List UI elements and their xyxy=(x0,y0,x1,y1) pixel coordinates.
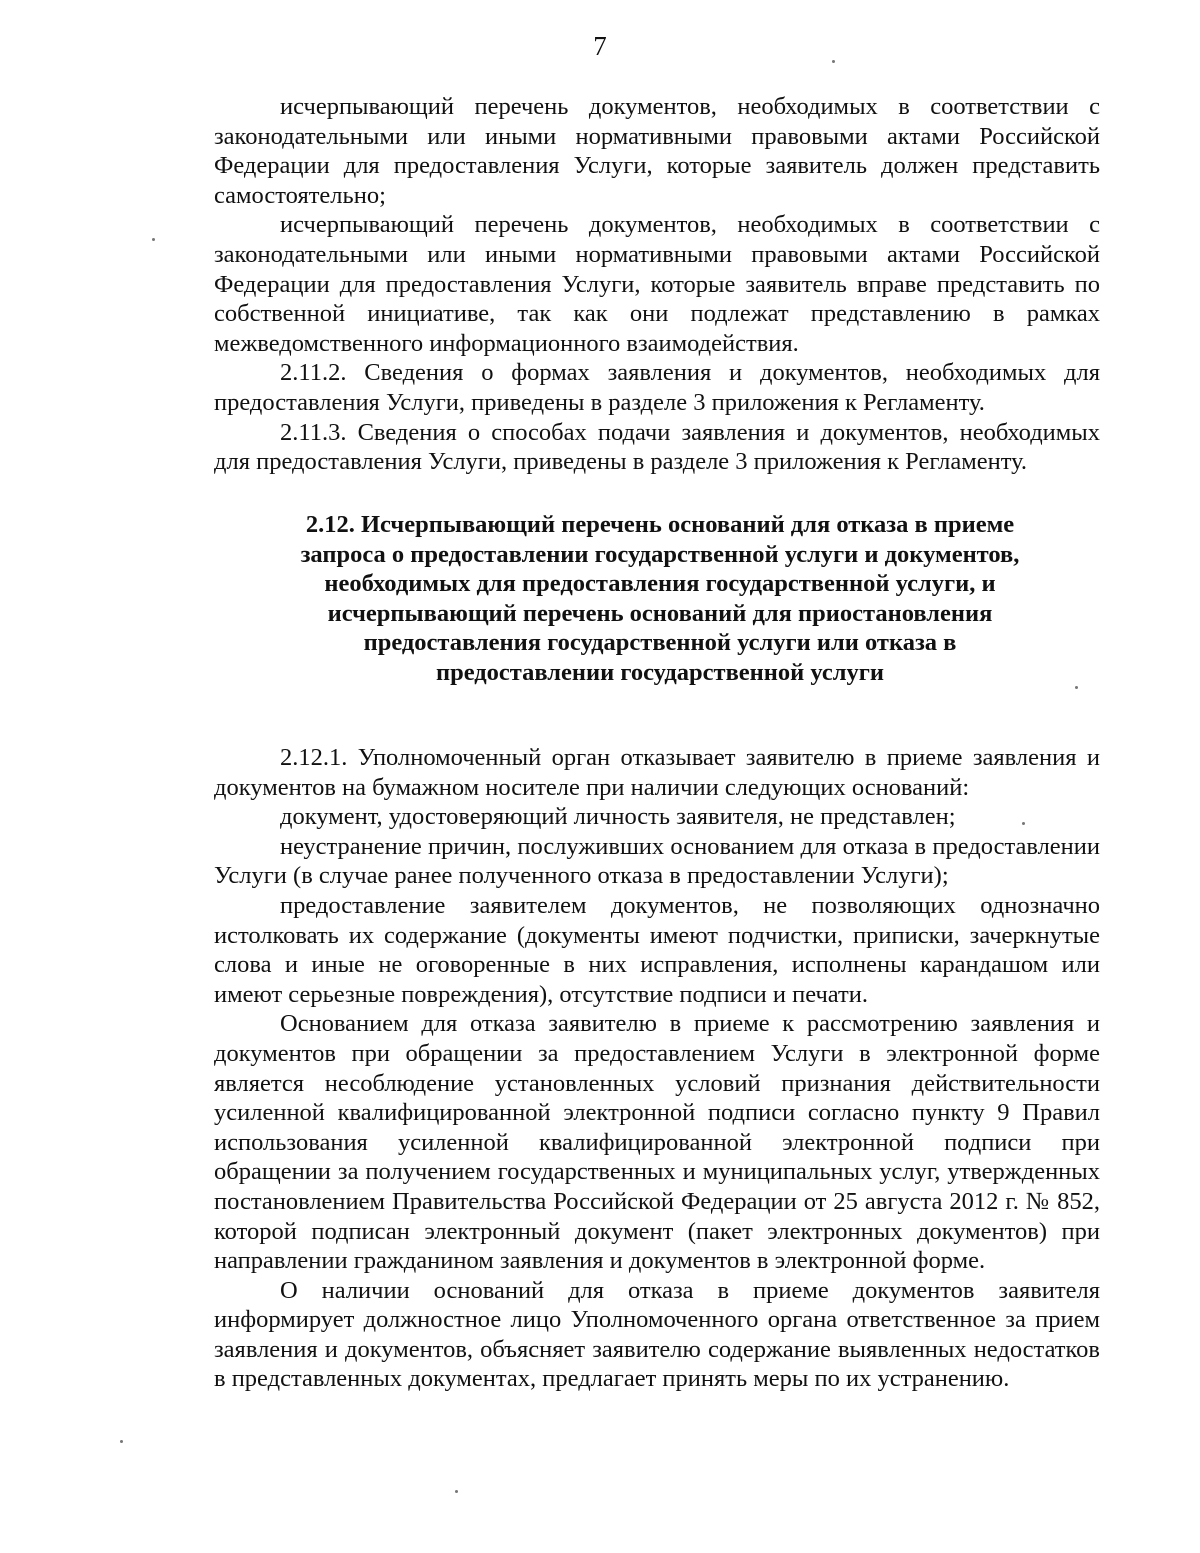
scan-speck xyxy=(832,60,835,63)
scan-speck xyxy=(1075,686,1078,689)
paragraph: исчерпывающий перечень документов, необходимых в соответствии с законодательными или иными нормативными правовыми актами Российской Федерации для предоставления Услуги, которые заявитель вправе представить по собственной инициативе, так как они подлежат представлению в рамках межведомственного информационного взаимодействия. xyxy=(214,211,1100,357)
section-heading: 2.12. Исчерпывающий перечень оснований для отказа в приеме запроса о предоставлении государственной услуги и документов, необходимых для предоставления государственной услуги, и исчерпывающий перечень оснований для приостановления предоставления государственной услуги или отказа в предоставлении государственной услуги xyxy=(300,511,1020,686)
paragraph: предоставление заявителем документов, не позволяющих однозначно истолковать их содержание (документы имеют подчистки, приписки, зачеркнутые слова и иные не оговоренные в них исправления, исполнены карандашом или имеют серьезные повреждения), отсутствие подписи и печати. xyxy=(214,891,1100,1008)
paragraph: неустранение причин, послуживших основанием для отказа в предоставлении Услуги (в случае ранее полученного отказа в предоставлении Услуги); xyxy=(214,832,1100,890)
page-number: 7 xyxy=(593,31,607,61)
scan-speck xyxy=(455,1490,458,1493)
paragraph: 2.11.3. Сведения о способах подачи заявления и документов, необходимых для предоставления Услуги, приведены в разделе 3 приложения к Регламенту. xyxy=(214,418,1100,476)
paragraph: О наличии оснований для отказа в приеме документов заявителя информирует должностное лицо Уполномоченного органа ответственное за прием заявления и документов, объясняет заявителю содержание выявленных недостатков в представленных документах, предлагает принять меры по их устранению. xyxy=(214,1276,1100,1393)
paragraph: Основанием для отказа заявителю в приеме к рассмотрению заявления и документов при обращении за предоставлением Услуги в электронной форме является несоблюдение установленных условий признания действительности усиленной квалифицированной электронной подписи согласно пункту 9 Правил использования усиленной квалифицированной электронной подписи при обращении за получением государственных и муниципальных услуг, утвержденных постановлением Правительства Российской Федерации от 25 августа 2012 г. № 852, которой подписан электронный документ (пакет электронных документов) при направлении гражданином заявления и документов в электронной форме. xyxy=(214,1010,1100,1275)
paragraph: документ, удостоверяющий личность заявителя, не представлен; xyxy=(280,803,956,831)
scan-speck xyxy=(120,1440,123,1443)
scan-speck xyxy=(152,238,155,241)
top-text-block xyxy=(214,92,1100,477)
paragraph: 2.11.2. Сведения о формах заявления и документов, необходимых для предоставления Услуги, приведены в разделе 3 приложения к Регламенту. xyxy=(214,359,1100,416)
paragraph: 2.12.1. Уполномоченный орган отказывает заявителю в приеме заявления и документов на бумажном носителе при наличии следующих оснований: xyxy=(214,744,1100,801)
paragraph: исчерпывающий перечень документов, необходимых в соответствии с законодательными или иными нормативными правовыми актами Российской Федерации для предоставления Услуги, которые заявитель должен представить самостоятельно; xyxy=(214,93,1100,209)
scan-speck xyxy=(1022,822,1025,825)
bottom-text-block xyxy=(214,743,1100,1394)
